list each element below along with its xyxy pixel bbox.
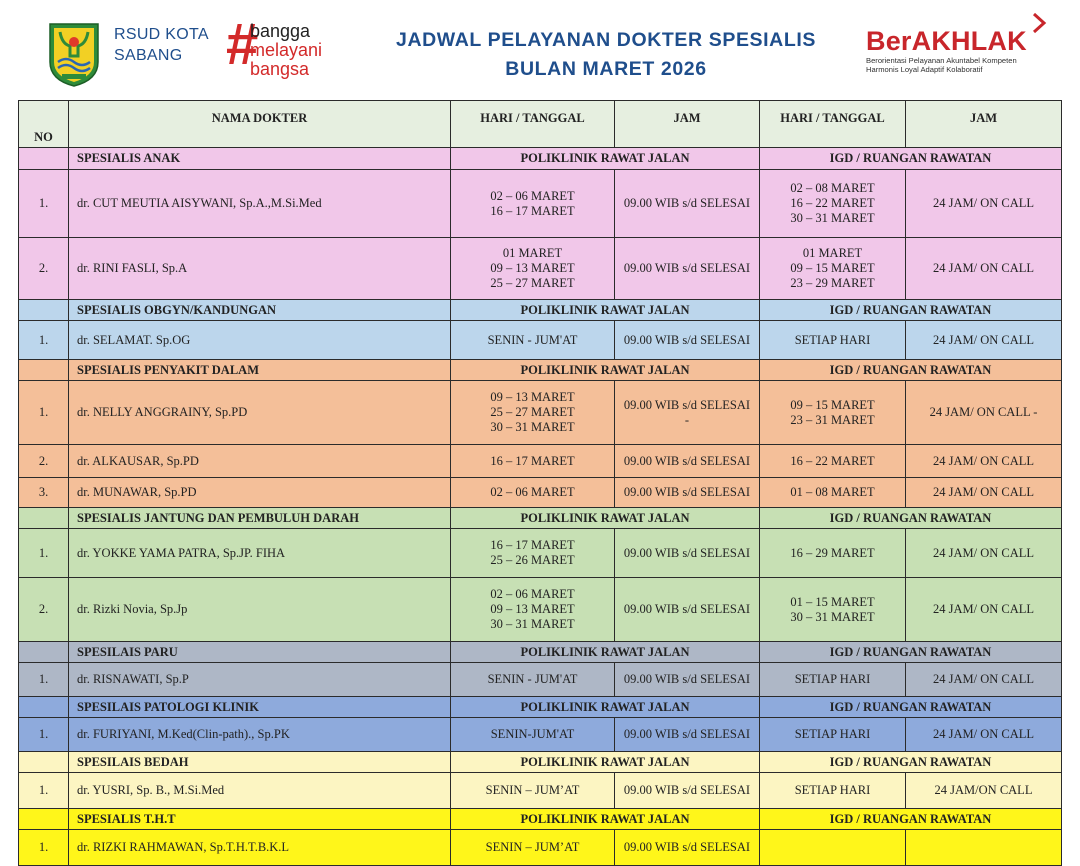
header-jam-poli: JAM (615, 101, 760, 148)
igd-hari-tanggal-line: 23 – 31 MARET (790, 412, 875, 427)
berakhlak-subtitle-2: Harmonis Loyal Adaptif Kolaboratif (866, 65, 983, 74)
page-title-line2: BULAN MARET 2026 (505, 58, 707, 80)
igd-hari-tanggal (760, 478, 906, 508)
doctor-name: dr. YOKKE YAMA PATRA, Sp.JP. FIHA (69, 529, 451, 578)
poli-hari-tanggal (451, 170, 615, 238)
poli-jam (615, 773, 760, 809)
poli-jam-line: 09.00 WIB s/d SELESAI (623, 261, 751, 275)
section-poliklinik-label: POLIKLINIK RAWAT JALAN (451, 148, 760, 170)
table-row (19, 445, 1062, 478)
chevron-right-icon (1030, 12, 1048, 34)
section-poliklinik-label: POLIKLINIK RAWAT JALAN (451, 752, 760, 773)
igd-jam-line: 24 JAM/ ON CALL (932, 261, 1035, 275)
section-row (19, 508, 1062, 529)
bangsa-word: bangsa (250, 59, 310, 79)
section-row (19, 697, 1062, 718)
section-name: SPESILAIS BEDAH (69, 752, 451, 773)
header-no: NO (19, 101, 69, 148)
igd-jam (906, 238, 1062, 300)
section-name: SPESIALIS T.H.T (69, 809, 451, 830)
doctor-name: dr. CUT MEUTIA AISYWANI, Sp.A.,M.Si.Med (69, 170, 451, 238)
poli-hari-tanggal-line: SENIN - JUM'AT (487, 332, 578, 347)
section-poliklinik-label: POLIKLINIK RAWAT JALAN (451, 508, 760, 529)
poli-hari-tanggal (451, 445, 615, 478)
poli-hari-tanggal (451, 830, 615, 866)
poli-hari-tanggal-line: SENIN – JUM’AT (485, 783, 580, 797)
table-row (19, 578, 1062, 642)
poli-jam (615, 529, 760, 578)
igd-jam (906, 663, 1062, 697)
poli-jam (615, 445, 760, 478)
igd-hari-tanggal-line: SETIAP HARI (794, 332, 871, 347)
poli-jam-line: 09.00 WIB s/d SELESAI (623, 397, 751, 412)
header-nama-dokter: NAMA DOKTER (69, 101, 451, 148)
berakhlak-subtitle-1: Berorientasi Pelayanan Akuntabel Kompeten (866, 56, 1017, 65)
igd-hari-tanggal (760, 718, 906, 752)
section-igd-label: IGD / RUANGAN RAWATAN (760, 148, 1062, 170)
berakhlak-title: BerAKHLAK (866, 26, 1027, 56)
section-igd-label: IGD / RUANGAN RAWATAN (760, 508, 1062, 529)
row-number: 1. (19, 321, 69, 360)
section-poliklinik-label: POLIKLINIK RAWAT JALAN (451, 360, 760, 381)
igd-hari-tanggal (760, 170, 906, 238)
poli-jam (615, 170, 760, 238)
section-no-cell (19, 809, 69, 830)
section-row (19, 148, 1062, 170)
igd-hari-tanggal (760, 830, 906, 866)
igd-jam-line: 24 JAM/ON CALL (934, 783, 1033, 797)
section-row (19, 642, 1062, 663)
poli-hari-tanggal-line: 16 – 17 MARET (490, 453, 575, 468)
section-name: SPESIALIS ANAK (69, 148, 451, 170)
section-igd-label: IGD / RUANGAN RAWATAN (760, 642, 1062, 663)
igd-hari-tanggal-line: 30 – 31 MARET (790, 211, 875, 225)
doctor-name: dr. RIZKI RAHMAWAN, Sp.T.H.T.B.K.L (69, 830, 451, 866)
table-row (19, 773, 1062, 809)
header-jam-igd: JAM (906, 101, 1062, 148)
igd-hari-tanggal-line: SETIAP HARI (794, 672, 871, 686)
poli-hari-tanggal (451, 529, 615, 578)
poli-jam (615, 478, 760, 508)
poli-jam-line: 09.00 WIB s/d SELESAI (623, 602, 751, 616)
poli-hari-tanggal (451, 718, 615, 752)
section-name: SPESILAIS PATOLOGI KLINIK (69, 697, 451, 718)
table-row (19, 529, 1062, 578)
section-poliklinik-label: POLIKLINIK RAWAT JALAN (451, 809, 760, 830)
igd-jam-line: 24 JAM/ ON CALL (932, 727, 1035, 741)
page-title (366, 26, 846, 84)
igd-jam-line: 24 JAM/ ON CALL (932, 453, 1035, 468)
doctor-name: dr. RISNAWATI, Sp.P (69, 663, 451, 697)
poli-hari-tanggal-line: 16 – 17 MARET (490, 203, 575, 218)
poli-hari-tanggal (451, 381, 615, 445)
row-number: 1. (19, 381, 69, 445)
section-poliklinik-label: POLIKLINIK RAWAT JALAN (451, 697, 760, 718)
igd-hari-tanggal (760, 381, 906, 445)
igd-hari-tanggal-line: 16 – 22 MARET (790, 453, 875, 468)
poli-jam (615, 663, 760, 697)
poli-hari-tanggal (451, 773, 615, 809)
poli-hari-tanggal-line: 02 – 06 MARET (490, 485, 575, 499)
igd-hari-tanggal-line: 16 – 22 MARET (790, 196, 875, 210)
poli-hari-tanggal (451, 238, 615, 300)
poli-hari-tanggal-line: 02 – 06 MARET (490, 587, 575, 601)
header-hari-tanggal-igd: HARI / TANGGAL (760, 101, 906, 148)
doctor-name: dr. SELAMAT. Sp.OG (69, 321, 451, 360)
row-number: 1. (19, 773, 69, 809)
table-row (19, 830, 1062, 866)
igd-jam-line: 24 JAM/ ON CALL (932, 196, 1035, 210)
igd-hari-tanggal (760, 321, 906, 360)
poli-jam (615, 238, 760, 300)
row-number: 2. (19, 238, 69, 300)
igd-jam (906, 830, 1062, 866)
igd-jam (906, 773, 1062, 809)
poli-jam (615, 381, 760, 445)
igd-hari-tanggal (760, 445, 906, 478)
igd-jam-line: 24 JAM/ ON CALL - (929, 405, 1038, 419)
section-name: SPESIALIS JANTUNG DAN PEMBULUH DARAH (69, 508, 451, 529)
table-row (19, 663, 1062, 697)
igd-jam-line: 24 JAM/ ON CALL (932, 602, 1035, 616)
table-row (19, 238, 1062, 300)
bangga-word: bangga (250, 21, 311, 41)
poli-hari-tanggal-line: 30 – 31 MARET (490, 617, 575, 631)
row-number: 2. (19, 445, 69, 478)
poli-hari-tanggal-line: 09 – 13 MARET (490, 602, 575, 616)
table-row (19, 321, 1062, 360)
header-hari-tanggal-poli: HARI / TANGGAL (451, 101, 615, 148)
row-number: 1. (19, 830, 69, 866)
poli-hari-tanggal-line: 02 – 06 MARET (490, 188, 575, 203)
section-no-cell (19, 697, 69, 718)
section-name: SPESIALIS OBGYN/KANDUNGAN (69, 300, 451, 321)
igd-hari-tanggal-line: 16 – 29 MARET (790, 545, 875, 560)
poli-hari-tanggal-line: SENIN-JUM'AT (490, 727, 575, 741)
poli-jam (615, 718, 760, 752)
igd-hari-tanggal-line: 30 – 31 MARET (790, 609, 875, 624)
hashtag-icon: # (226, 12, 259, 77)
poli-hari-tanggal (451, 663, 615, 697)
section-igd-label: IGD / RUANGAN RAWATAN (760, 697, 1062, 718)
section-no-cell (19, 300, 69, 321)
igd-hari-tanggal (760, 578, 906, 642)
igd-hari-tanggal-line: 01 – 08 MARET (790, 485, 875, 499)
igd-jam (906, 578, 1062, 642)
poli-jam (615, 578, 760, 642)
page-header (0, 0, 1080, 98)
hospital-name-line1: RSUD KOTA (114, 26, 209, 43)
poli-hari-tanggal-line: 16 – 17 MARET (490, 538, 575, 552)
poli-jam (615, 321, 760, 360)
doctor-name: dr. Rizki Novia, Sp.Jp (69, 578, 451, 642)
section-no-cell (19, 752, 69, 773)
igd-jam-line: 24 JAM/ ON CALL (932, 485, 1035, 499)
poli-jam-line: 09.00 WIB s/d SELESAI (623, 727, 751, 741)
poli-jam-line: 09.00 WIB s/d SELESAI (623, 783, 751, 797)
igd-jam (906, 529, 1062, 578)
poli-hari-tanggal-line: 09 – 13 MARET (490, 390, 575, 404)
poli-jam-line: 09.00 WIB s/d SELESAI (623, 545, 751, 560)
poli-hari-tanggal-line: 25 – 26 MARET (490, 553, 575, 567)
row-number: 2. (19, 578, 69, 642)
section-name: SPESILAIS PARU (69, 642, 451, 663)
schedule-table (18, 100, 1062, 866)
melayani-word: melayani (250, 40, 323, 60)
igd-jam-line: 24 JAM/ ON CALL (932, 672, 1035, 686)
igd-jam (906, 381, 1062, 445)
poli-jam-line: 09.00 WIB s/d SELESAI (623, 485, 751, 499)
igd-hari-tanggal-line: 02 – 08 MARET (790, 181, 875, 195)
igd-hari-tanggal-line: 01 MARET (802, 246, 863, 260)
poli-hari-tanggal-line: SENIN – JUM’AT (485, 840, 580, 854)
table-row (19, 381, 1062, 445)
poli-jam-line: 09.00 WIB s/d SELESAI (623, 672, 751, 686)
doctor-name: dr. ALKAUSAR, Sp.PD (69, 445, 451, 478)
berakhlak-logo (866, 8, 1046, 80)
page-title-line1: JADWAL PELAYANAN DOKTER SPESIALIS (396, 29, 816, 51)
bangga-melayani-logo (226, 12, 366, 79)
poli-jam-line: 09.00 WIB s/d SELESAI (623, 840, 751, 854)
igd-hari-tanggal (760, 663, 906, 697)
table-row (19, 478, 1062, 508)
poli-jam-line: - (684, 412, 690, 427)
table-row (19, 170, 1062, 238)
section-row (19, 752, 1062, 773)
section-no-cell (19, 508, 69, 529)
section-row (19, 300, 1062, 321)
section-igd-label: IGD / RUANGAN RAWATAN (760, 300, 1062, 321)
doctor-name: dr. RINI FASLI, Sp.A (69, 238, 451, 300)
section-no-cell (19, 148, 69, 170)
hospital-name-line2: SABANG (114, 47, 183, 64)
section-row (19, 809, 1062, 830)
igd-hari-tanggal-line: 09 – 15 MARET (790, 397, 875, 412)
section-poliklinik-label: POLIKLINIK RAWAT JALAN (451, 642, 760, 663)
section-no-cell (19, 642, 69, 663)
igd-jam (906, 478, 1062, 508)
igd-jam-line: 24 JAM/ ON CALL (932, 332, 1035, 347)
poli-jam-line: 09.00 WIB s/d SELESAI (623, 332, 751, 347)
section-no-cell (19, 360, 69, 381)
poli-jam-line: 09.00 WIB s/d SELESAI (623, 453, 751, 468)
poli-jam-line: 09.00 WIB s/d SELESAI (623, 196, 751, 210)
hospital-name (114, 24, 209, 66)
poli-hari-tanggal-line: 01 MARET (502, 246, 563, 260)
row-number: 1. (19, 529, 69, 578)
poli-hari-tanggal (451, 578, 615, 642)
section-igd-label: IGD / RUANGAN RAWATAN (760, 752, 1062, 773)
rsud-sabang-logo-icon (48, 22, 100, 88)
poli-hari-tanggal (451, 321, 615, 360)
poli-hari-tanggal-line: 30 – 31 MARET (490, 420, 575, 434)
row-number: 1. (19, 718, 69, 752)
igd-hari-tanggal-line: SETIAP HARI (794, 727, 871, 741)
poli-hari-tanggal-line: SENIN - JUM'AT (487, 672, 578, 686)
poli-hari-tanggal-line: 09 – 13 MARET (490, 261, 575, 275)
igd-hari-tanggal (760, 773, 906, 809)
doctor-name: dr. YUSRI, Sp. B., M.Si.Med (69, 773, 451, 809)
igd-hari-tanggal-line: 01 – 15 MARET (790, 594, 875, 609)
igd-jam (906, 321, 1062, 360)
row-number: 3. (19, 478, 69, 508)
doctor-name: dr. MUNAWAR, Sp.PD (69, 478, 451, 508)
table-header-row (19, 101, 1062, 148)
igd-jam (906, 718, 1062, 752)
igd-hari-tanggal (760, 238, 906, 300)
row-number: 1. (19, 170, 69, 238)
section-row (19, 360, 1062, 381)
igd-jam (906, 170, 1062, 238)
row-number: 1. (19, 663, 69, 697)
section-igd-label: IGD / RUANGAN RAWATAN (760, 809, 1062, 830)
table-row (19, 718, 1062, 752)
igd-hari-tanggal-line: 23 – 29 MARET (790, 276, 875, 290)
section-name: SPESIALIS PENYAKIT DALAM (69, 360, 451, 381)
poli-hari-tanggal (451, 478, 615, 508)
doctor-name: dr. NELLY ANGGRAINY, Sp.PD (69, 381, 451, 445)
igd-hari-tanggal-line: 09 – 15 MARET (790, 261, 875, 275)
section-igd-label: IGD / RUANGAN RAWATAN (760, 360, 1062, 381)
igd-jam (906, 445, 1062, 478)
igd-jam-line: 24 JAM/ ON CALL (932, 545, 1035, 560)
poli-jam (615, 830, 760, 866)
igd-hari-tanggal-line: SETIAP HARI (794, 783, 871, 797)
section-poliklinik-label: POLIKLINIK RAWAT JALAN (451, 300, 760, 321)
poli-hari-tanggal-line: 25 – 27 MARET (490, 276, 575, 290)
doctor-name: dr. FURIYANI, M.Ked(Clin-path)., Sp.PK (69, 718, 451, 752)
igd-hari-tanggal (760, 529, 906, 578)
poli-hari-tanggal-line: 25 – 27 MARET (490, 405, 575, 419)
